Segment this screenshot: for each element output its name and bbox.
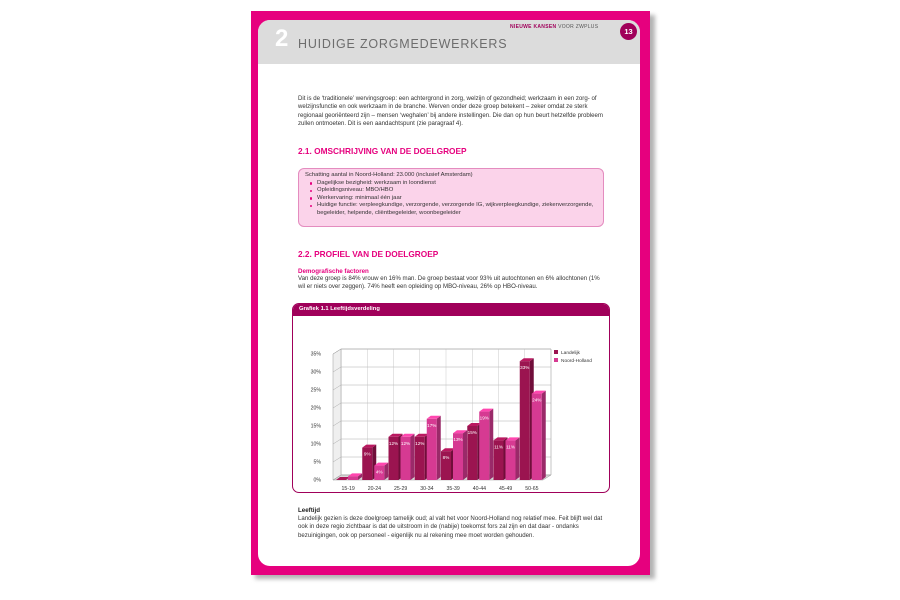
data-label: 12% — [400, 440, 411, 446]
y-tick-label: 15% — [310, 423, 321, 430]
bar-side — [489, 409, 493, 480]
list-item: Opleidingsniveau: MBO/HBO — [317, 187, 599, 195]
data-label: 12% — [388, 440, 399, 446]
data-label: 11% — [506, 444, 515, 450]
data-label: 11% — [494, 444, 503, 450]
bar-side — [542, 391, 546, 480]
age-distribution-chart — [292, 303, 610, 493]
bar-noord-holland — [532, 394, 542, 480]
data-label: 15% — [467, 430, 477, 435]
data-label: 24% — [532, 397, 542, 403]
legend-label: Noord-Holland — [561, 359, 592, 364]
data-label: 12% — [415, 440, 425, 446]
list-item: Huidige functie: verpleegkundige, verzorgende, verzorgende IG, wijkverpleegkundige, ziekenverzorgende, begeleider, helpende, cliëntbegeleider, woonbegeleider — [317, 202, 599, 217]
intro-paragraph: Dit is de ‘traditionele’ wervingsgroep: een achtergrond in zorg, welzijn of gezondheid; werkzaam in een zorg- of welzijnsfunctie en ook werkzaam in de branche. Werven onder deze groep betekent – zeker omdat ze sterk regionaal georiënteerd zijn – mensen ‘weghalen’ bij andere instellingen. Die dan op hun beurt hetzelfde probleem zullen ontmoeten. Dit is een aandachtspunt (zie paragraaf 4). — [298, 95, 604, 128]
page-number-badge: 13 — [620, 23, 637, 40]
data-label: 9% — [363, 451, 371, 457]
estimate-line: Schatting aantal in Noord-Holland: 23.000 (inclusief Amsterdam) — [305, 172, 473, 178]
bar-noord-holland — [427, 419, 437, 480]
x-tick-label: 30-34 — [420, 486, 434, 492]
running-head — [510, 24, 598, 30]
y-tick-label: 20% — [310, 405, 321, 412]
data-label: 33% — [520, 365, 530, 371]
legend-label: Landelijk — [561, 351, 580, 356]
x-tick-label: 15-19 — [341, 486, 355, 492]
data-label: 4% — [375, 469, 383, 475]
demographics-heading: Demografische factoren — [298, 268, 369, 275]
bar-side — [411, 434, 415, 480]
y-tick-label: 10% — [310, 441, 321, 448]
x-tick-label: 50-65 — [525, 486, 539, 492]
bar-landelijk — [520, 361, 530, 480]
demographics-paragraph: Van deze groep is 84% vrouw en 16% man. De groep bestaat voor 93% uit autochtonen en 6% allochtonen (1% wil er niets over zeggen). 74% heeft een opleiding op MBO-niveau, 26% op HBO-niveau. — [298, 275, 600, 291]
list-item: Werkervaring: minimaal één jaar — [317, 195, 599, 203]
bar-noord-holland — [479, 412, 489, 480]
chart-canvas — [293, 304, 610, 493]
y-tick-label: 5% — [313, 459, 321, 466]
x-tick-label: 45-49 — [498, 486, 513, 492]
data-label: 13% — [453, 437, 463, 443]
data-label: 1% — [349, 468, 357, 474]
section-heading-2-2: 2.2. PROFIEL VAN DE DOELGROEP — [298, 249, 439, 259]
x-tick-label: 40-44 — [472, 486, 487, 492]
data-label: 8% — [442, 455, 450, 461]
x-tick-label: 35-39 — [446, 486, 460, 492]
data-label: 17% — [427, 422, 437, 428]
chapter-header — [258, 20, 640, 64]
running-head-bold: NIEUWE KANSEN — [510, 24, 557, 30]
x-tick-label: 20-24 — [367, 486, 382, 492]
legend-swatch — [554, 350, 558, 354]
y-tick-label: 35% — [310, 351, 321, 358]
chapter-number: 2 — [275, 25, 289, 52]
bar-noord-holland — [348, 476, 358, 480]
age-heading: Leeftijd — [298, 507, 321, 514]
y-tick-label: 30% — [310, 369, 321, 376]
target-group-box — [298, 168, 604, 227]
running-head-light: VOOR ZWPLUS — [558, 24, 599, 30]
x-tick-label: 25-29 — [393, 486, 408, 492]
bar-side — [463, 430, 467, 480]
chart-side-wall — [333, 349, 341, 480]
bar-side — [516, 437, 520, 480]
age-paragraph: Landelijk gezien is deze doelgroep tamelijk oud; al valt het voor Noord-Holland nog relatief mee. Feit blijft wel dat ook in deze regio zichtbaar is dat de uitstroom in de (nabije) toekomst fors zal zijn en dat daar - ondanks bezuinigingen, ook op personeel - eigenlijk nu al rekening mee moet worden gehouden. — [298, 515, 603, 539]
bar-side — [437, 416, 441, 480]
target-group-list — [305, 180, 599, 218]
bar-side — [384, 463, 388, 480]
section-heading-2-1: 2.1. OMSCHRIJVING VAN DE DOELGROEP — [298, 146, 467, 156]
list-item: Dagelijkse bezigheid: werkzaam in loondienst — [317, 180, 599, 188]
y-tick-label: 0% — [313, 477, 321, 484]
data-label: 19% — [479, 415, 489, 421]
document-page — [258, 20, 640, 566]
y-tick-label: 25% — [310, 387, 321, 394]
chapter-title: HUIDIGE ZORGMEDEWERKERS — [298, 37, 508, 51]
legend-swatch — [554, 358, 558, 362]
chart-title: Grafiek 1.1 Leeftijdsverdeling — [299, 306, 380, 312]
